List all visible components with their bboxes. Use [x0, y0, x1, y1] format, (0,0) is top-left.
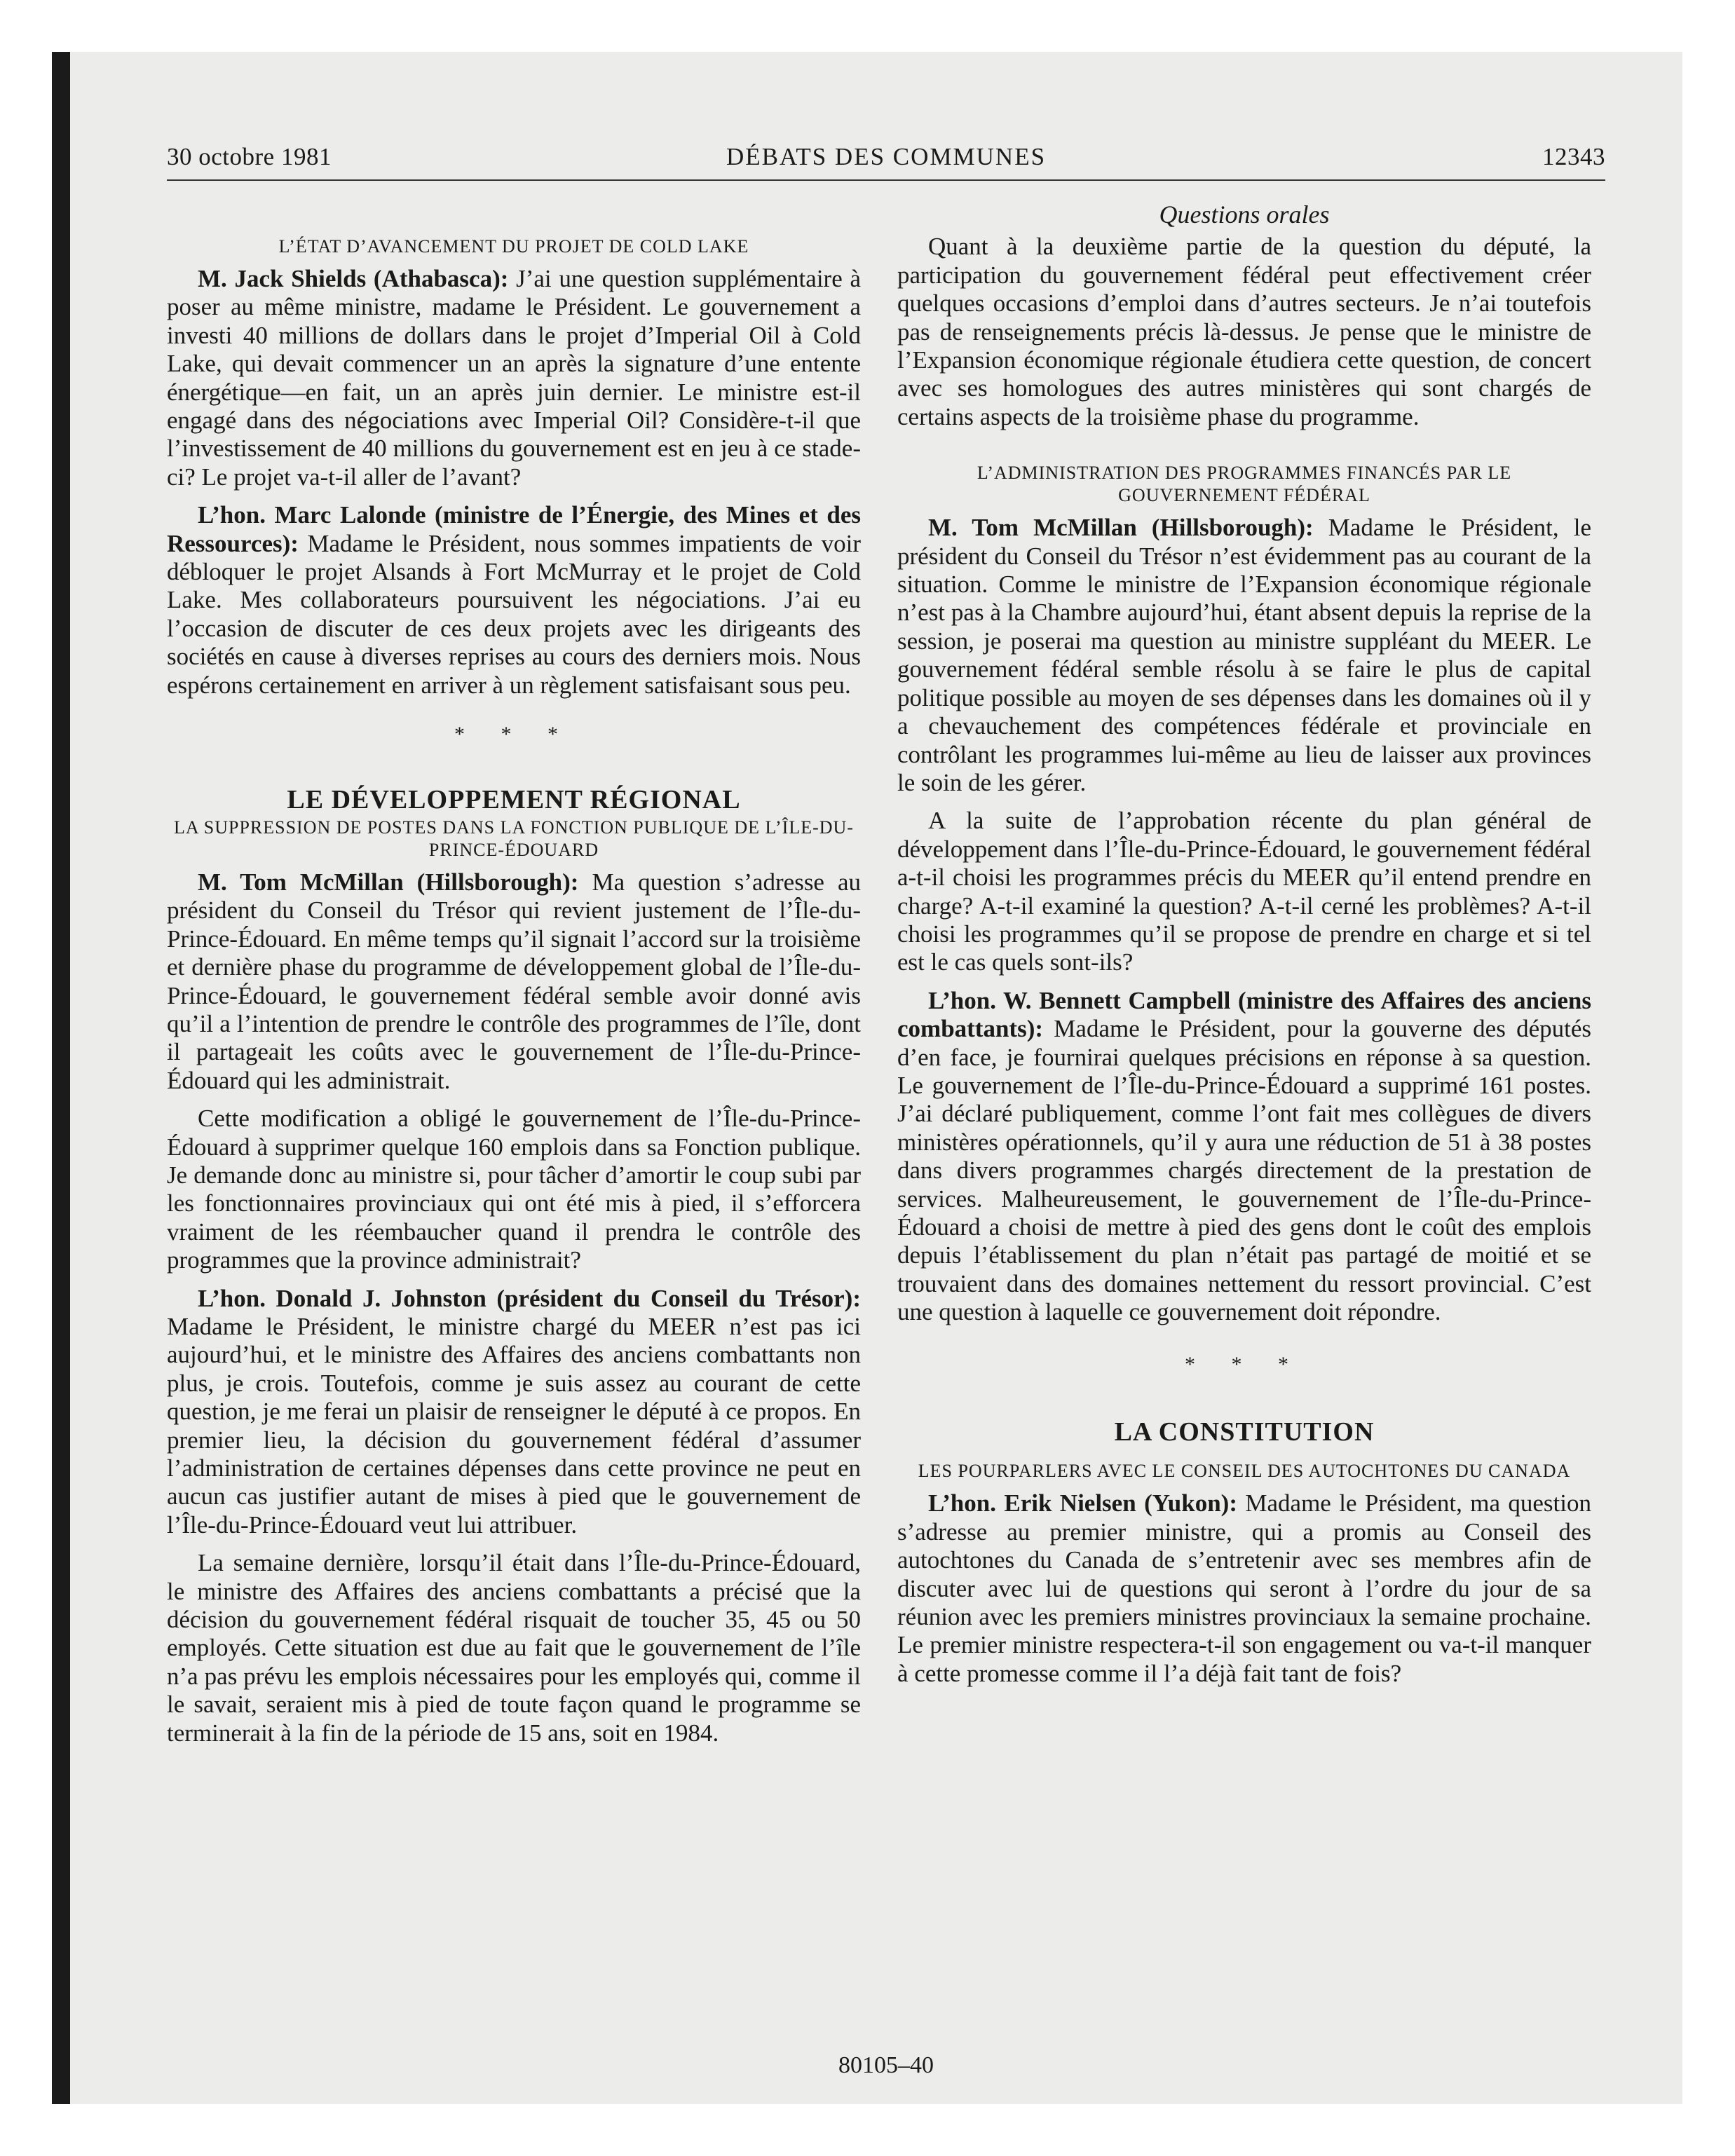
speech-text: Madame le Président, ma question s’adresse au premier ministre, qui a promis au Conseil des autochtones du Canada de s’entretenir avec ses membres afin de discuter avec lui de questions qui seront à l’ordre du jour de sa réunion avec les premiers ministres provinciaux la semaine prochaine. Le premier ministre respectera-t-il son engagement ou va-t-il manquer à cette promesse comme il l’a déjà fait tant de fois?	[897, 1489, 1591, 1687]
speaker-name: L’hon. Donald J. Johnston (président du Conseil du Trésor):	[198, 1284, 861, 1312]
header-title: DÉBATS DES COMMUNES	[726, 143, 1047, 170]
speaker-name: L’hon. Marc Lalonde (ministre de l’Énergie, des Mines et des Ressources):	[167, 501, 861, 557]
running-header	[167, 143, 1605, 181]
paragraph-mcmillan-2	[897, 514, 1591, 797]
subheading-cold-lake: L’ÉTAT D’AVANCEMENT DU PROJET DE COLD LAKE	[278, 236, 749, 257]
scan-edge-bar	[52, 52, 70, 2104]
page	[167, 0, 1605, 2156]
speech-text: Madame le Président, nous sommes impatients de voir débloquer le projet Alsands à Fort McMurray et le projet de Cold Lake. Mes collaborateurs poursuivent les négociations. J’ai eu l’occasion de discuter de ces deux projets avec les dirigeants des sociétés en cause à diverses reprises au cours des derniers mois. Nous espérons certainement en arriver à un règlement satisfaisant sous peu.	[167, 529, 861, 699]
paragraph-johnston	[167, 1285, 861, 1540]
paragraph-shields	[167, 265, 861, 491]
speaker-name: M. Tom McMillan (Hillsborough):	[198, 868, 579, 896]
paragraph-johnston-continued: La semaine dernière, lorsqu’il était dans l’Île-du-Prince-Édouard, le ministre des Affaires des anciens combattants a précisé que la décision du gouvernement fédéral risquait de toucher 35, 45 ou 50 employés. Cette situation est due au fait que le gouvernement de l’île n’a pas prévu les emplois nécessaires pour les employés qui, comme il le savait, seraient mis à pied de toute façon quand le programme se terminerait à la fin de la période de 15 ans, soit en 1984.	[167, 1549, 861, 1747]
speech-text: Madame le Président, le président du Conseil du Trésor n’est évidemment pas au courant de la situation. Comme le ministre de l’Expansion économique régionale n’est pas à la Chambre aujourd’hui, étant absent depuis la reprise de la session, je poserai ma question au ministre suppléant du MEER. Le gouvernement fédéral semble résolu à se faire le plus de capital politique possible au moyen de ses dépenses dans les domaines où il y a chevauchement des compétences fédérale et provinciale en contrôlant les programmes lui-même au lieu de laisser aux provinces le soin de les gérer.	[897, 514, 1591, 796]
subheading-pourparlers: LES POURPARLERS AVEC LE CONSEIL DES AUTOCHTONES DU CANADA	[918, 1461, 1571, 1482]
left-column	[167, 196, 861, 1757]
paragraph-lalonde	[167, 501, 861, 700]
subheading-suppression-postes: LA SUPPRESSION DE POSTES DANS LA FONCTION PUBLIQUE DE L’ÎLE-DU-PRINCE-ÉDOUARD	[174, 817, 854, 860]
speaker-name: L’hon. W. Bennett Campbell (ministre des Affaires des anciens combattants):	[897, 986, 1591, 1043]
footer-code: 80105–40	[838, 2052, 934, 2078]
speaker-name: L’hon. Erik Nielsen (Yukon):	[928, 1489, 1237, 1517]
paragraph-johnston-reply-continued: Quant à la deuxième partie de la question du député, la participation du gouvernement fédéral peut effectivement créer quelques occasions d’emploi dans d’autres secteurs. Je n’ai toutefois pas de renseignements précis là-dessus. Je pense que le ministre de l’Expansion économique régionale étudiera cette question, de concert avec ses homologues des autres ministères qui sont chargés de certains aspects de la troisième phase du programme.	[897, 233, 1591, 430]
section-heading-developpement-regional: LE DÉVELOPPEMENT RÉGIONAL	[287, 784, 741, 814]
right-column	[897, 196, 1591, 1698]
column-label: Questions orales	[1159, 200, 1330, 228]
header-date: 30 octobre 1981	[167, 143, 332, 170]
section-separator: * * *	[454, 723, 573, 746]
speech-text: Ma question s’adresse au président du Conseil du Trésor qui revient justement de l’Île-du-Prince-Édouard. En même temps qu’il signait l’accord sur la troisième et dernière phase du programme de développement global de l’Île-du-Prince-Édouard, le gouvernement fédéral semble avoir donné avis qu’il a l’intention de prendre le contrôle des programmes de l’île, dont il partageait les coûts avec le gouvernement de l’Île-du-Prince-Édouard qui les administrait.	[167, 868, 861, 1094]
section-heading-constitution: LA CONSTITUTION	[1114, 1417, 1375, 1447]
paragraph-mcmillan-2-continued: A la suite de l’approbation récente du plan général de développement dans l’Île-du-Prince-Édouard, le gouvernement fédéral a-t-il choisi les programmes précis du MEER qu’il entend prendre en charge? A-t-il examiné la question? A-t-il cerné les problèmes? A-t-il choisi les programmes qu’il se propose de prendre en charge et si tel est le cas quels sont-ils?	[897, 807, 1591, 976]
speech-text: Madame le Président, pour la gouverne des députés d’en face, je fournirai quelques précisions en réponse à sa question. Le gouvernement de l’Île-du-Prince-Édouard a supprimé 161 postes. J’ai déclaré publiquement, comme l’ont fait mes collègues de divers ministères opérationnels, qu’il y aura une réduction de 51 à 38 postes dans divers programmes chargés directement de la prestation de services. Malheureusement, le gouvernement de l’Île-du-Prince-Édouard a choisi de mettre à pied des gens dont le coût des emplois depuis l’établissement du plan n’était pas partagé de moitié et se trouvaient dans des domaines nettement du ressort provincial. C’est une question à laquelle ce gouvernement doit répondre.	[897, 1015, 1591, 1326]
paragraph-mcmillan-continued: Cette modification a obligé le gouvernement de l’Île-du-Prince-Édouard à supprimer quelque 160 emplois dans sa Fonction publique. Je demande donc au ministre si, pour tâcher d’amortir le coup subi par les fonctionnaires provinciaux qui ont été mis à pied, il s’efforcera vraiment de les réembaucher quand il prendra le contrôle des programmes que la province administrait?	[167, 1105, 861, 1274]
paragraph-nielsen	[897, 1489, 1591, 1688]
speech-text: J’ai une question supplémentaire à poser au même ministre, madame le Président. Le gouvernement a investi 40 millions de dollars dans le projet d’Imperial Oil à Cold Lake, qui devait commencer un an après la signature d’une entente énergétique—en fait, un an après juin dernier. Le ministre est-il engagé dans des négociations avec Imperial Oil? Considère-t-il que l’investissement de 40 millions du gouvernement est en jeu à ce stade-ci? Le projet va-t-il aller de l’avant?	[167, 265, 861, 491]
speaker-name: M. Jack Shields (Athabasca):	[198, 265, 509, 292]
paragraph-campbell	[897, 987, 1591, 1327]
subheading-administration-programmes: L’ADMINISTRATION DES PROGRAMMES FINANCÉS PAR LE GOUVERNEMENT FÉDÉRAL	[977, 463, 1512, 506]
speech-text: Madame le Président, le ministre chargé du MEER n’est pas ici aujourd’hui, et le ministre des Affaires des anciens combattants non plus, je crois. Toutefois, comme je suis assez au courant de cette question, je me ferai un plaisir de renseigner le député à ce propos. En premier lieu, la décision du gouvernement fédéral d’assumer l’administration de certaines dépenses dans cette province ne peut en aucun cas justifier autant de mises à pied que le gouvernement de l’Île-du-Prince-Édouard veut lui attribuer.	[167, 1313, 861, 1538]
paragraph-mcmillan	[167, 868, 861, 1095]
speaker-name: M. Tom McMillan (Hillsborough):	[928, 514, 1314, 542]
section-separator: * * *	[1185, 1352, 1304, 1376]
header-page-number: 12343	[1542, 143, 1605, 170]
